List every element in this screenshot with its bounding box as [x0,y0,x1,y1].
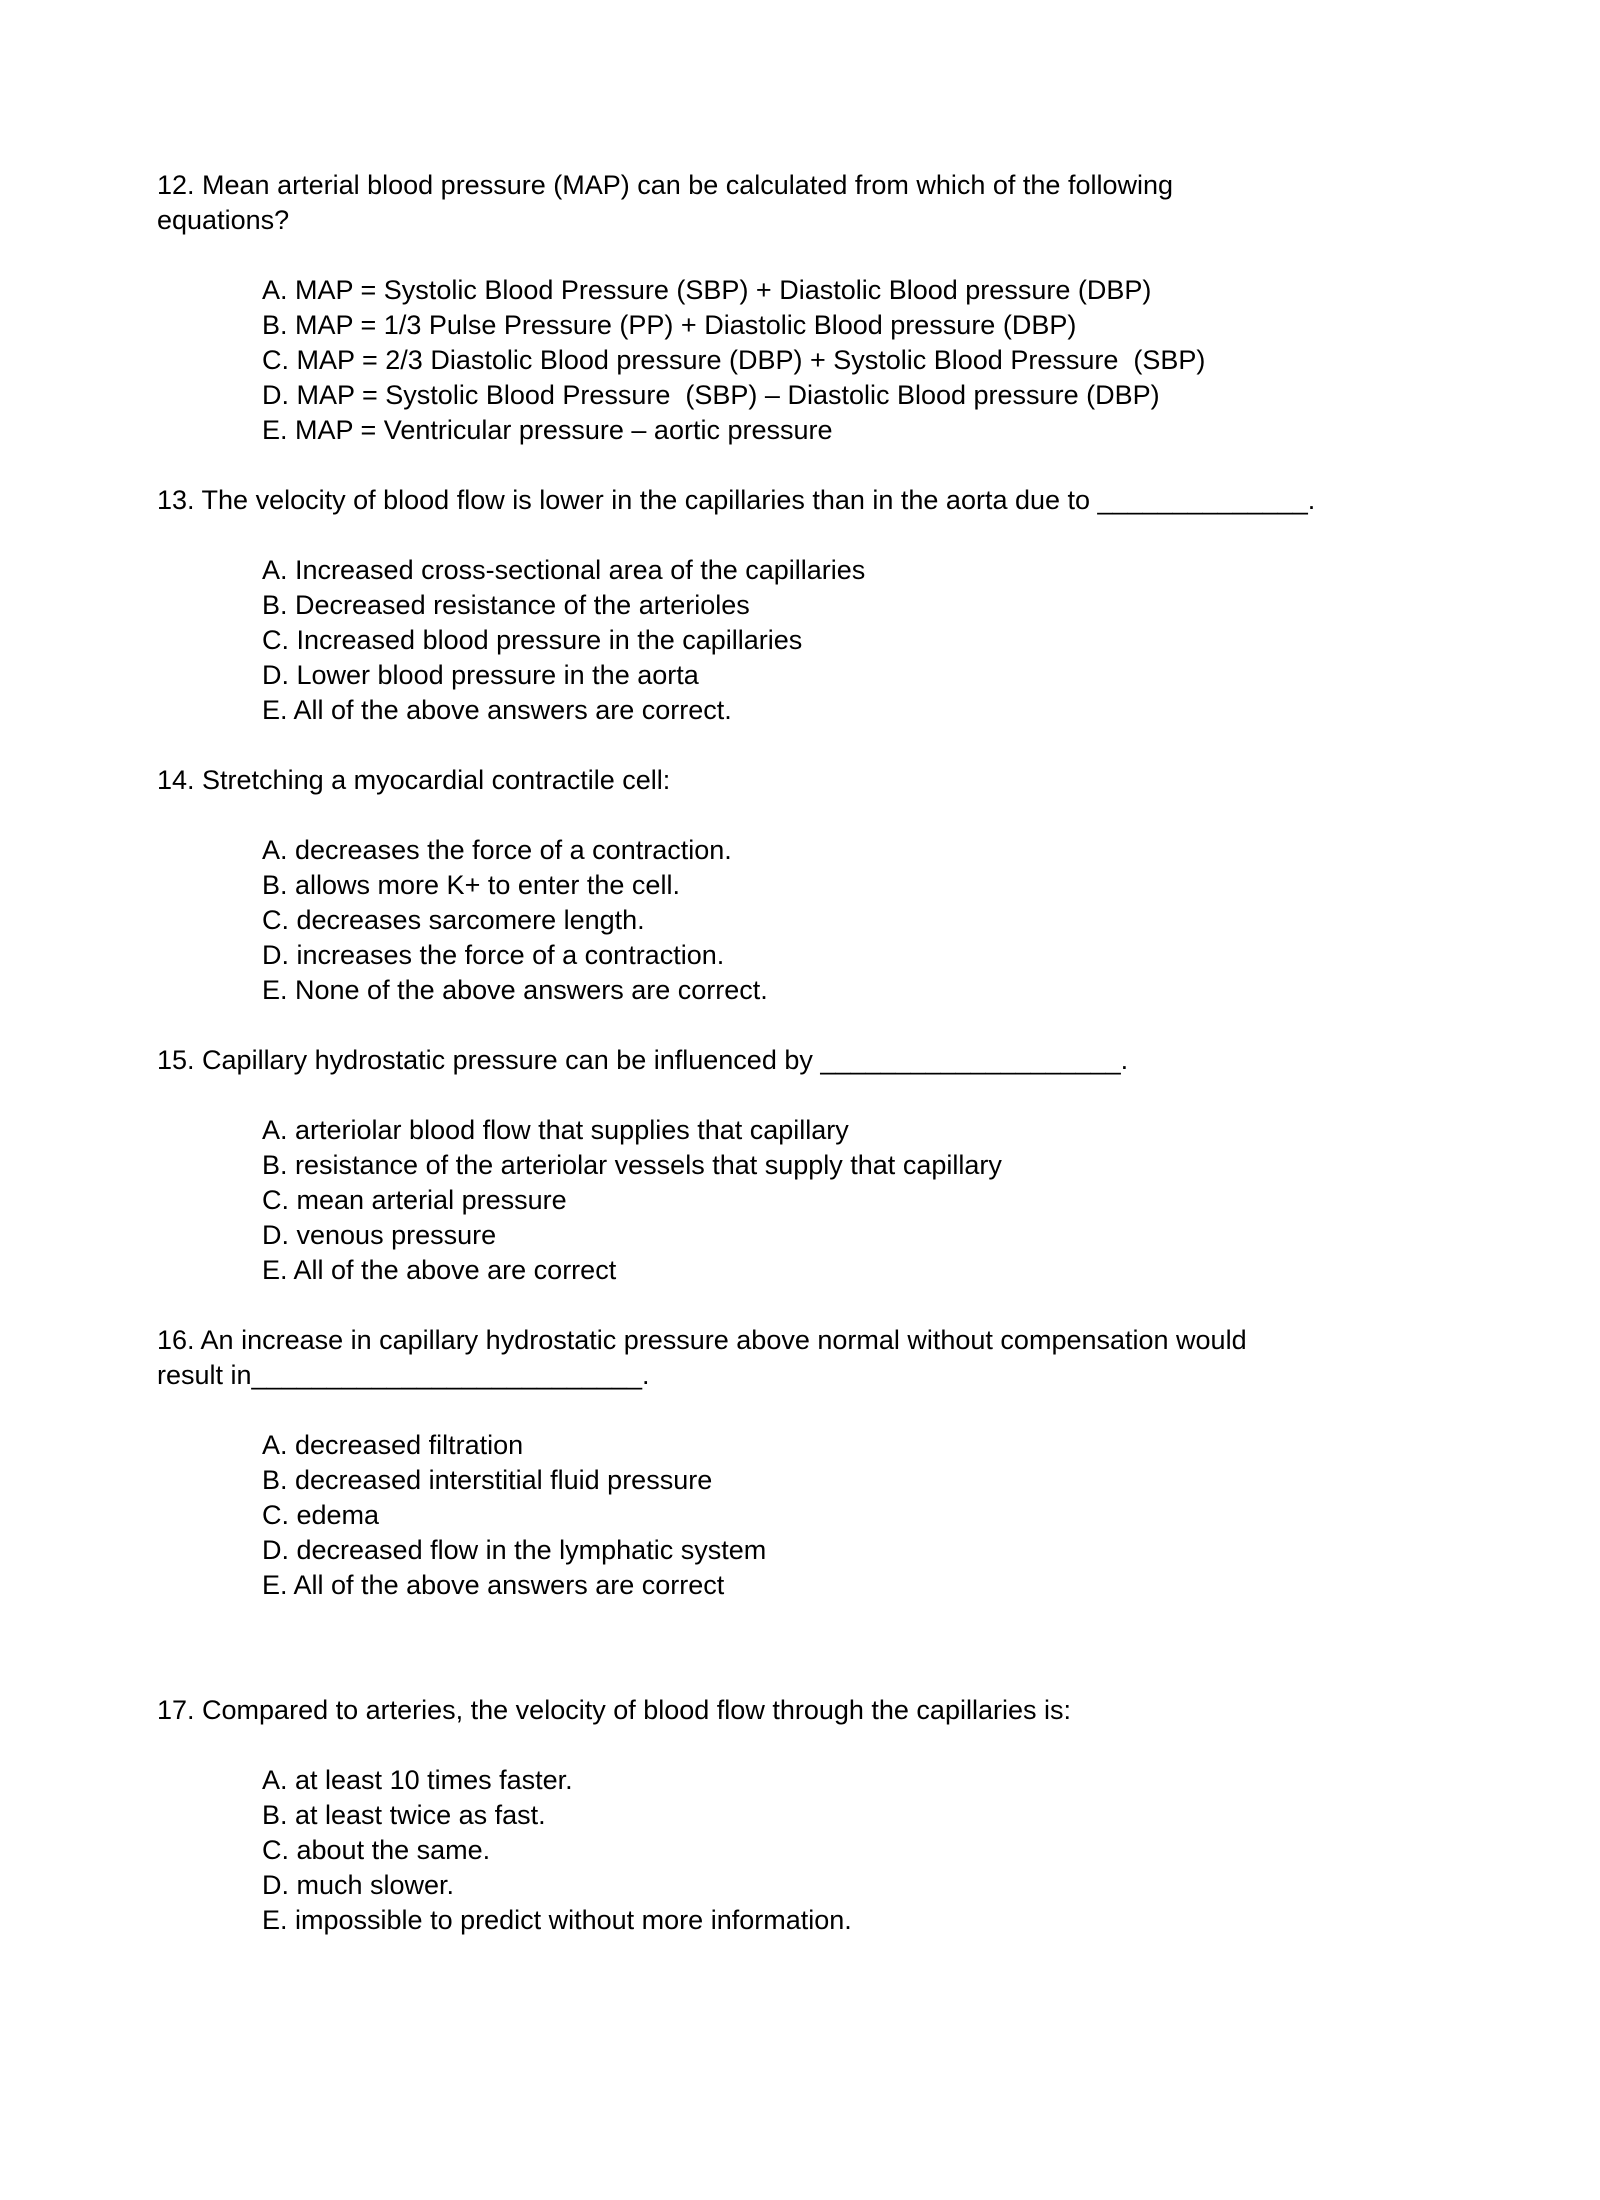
question-14-stem-line-1: 14. Stretching a myocardial contractile cell: [157,765,671,795]
question-17-option-b: B. at least twice as fast. [262,1800,546,1830]
question-17 [157,1693,1540,1938]
question-12-option-d: D. MAP = Systolic Blood Pressure (SBP) – Diastolic Blood pressure (DBP) [262,380,1160,410]
question-13-options [262,553,1540,728]
question-15-stem-line-1: 15. Capillary hydrostatic pressure can be influenced by ____________________. [157,1045,1129,1075]
question-13-stem [157,483,1540,518]
question-15-stem [157,1043,1540,1078]
question-14-stem [157,763,1540,798]
question-17-option-a: A. at least 10 times faster. [262,1765,573,1795]
question-12-options [262,273,1540,448]
question-14-option-d: D. increases the force of a contraction. [262,940,725,970]
question-15-option-d: D. venous pressure [262,1220,497,1250]
question-17-option-e: E. impossible to predict without more information. [262,1905,852,1935]
question-17-option-d: D. much slower. [262,1870,455,1900]
question-16-options [262,1428,1540,1603]
question-16-option-e: E. All of the above answers are correct [262,1570,725,1600]
question-15-options [262,1113,1540,1288]
question-14 [157,763,1540,1008]
question-14-option-e: E. None of the above answers are correct. [262,975,768,1005]
question-15 [157,1043,1540,1288]
question-16-stem-line-1: 16. An increase in capillary hydrostatic pressure above normal without compensation would [157,1325,1247,1355]
question-12-option-a: A. MAP = Systolic Blood Pressure (SBP) + Diastolic Blood pressure (DBP) [262,275,1152,305]
question-17-stem-line-1: 17. Compared to arteries, the velocity of blood flow through the capillaries is: [157,1695,1071,1725]
question-13-option-e: E. All of the above answers are correct. [262,695,732,725]
question-12-stem [157,168,1540,238]
question-12 [157,168,1540,448]
question-13 [157,483,1540,728]
question-16-stem-line-2: result in__________________________. [157,1360,650,1390]
question-16-option-a: A. decreased filtration [262,1430,524,1460]
question-12-stem-line-1: 12. Mean arterial blood pressure (MAP) can be calculated from which of the following [157,170,1174,200]
question-15-option-e: E. All of the above are correct [262,1255,617,1285]
question-13-stem-line-1: 13. The velocity of blood flow is lower in the capillaries than in the aorta due to ______________. [157,485,1316,515]
question-13-option-c: C. Increased blood pressure in the capillaries [262,625,803,655]
question-14-option-b: B. allows more K+ to enter the cell. [262,870,680,900]
question-16-stem [157,1323,1540,1393]
question-14-option-a: A. decreases the force of a contraction. [262,835,732,865]
question-16-option-c: C. edema [262,1500,380,1530]
question-16-option-d: D. decreased flow in the lymphatic system [262,1535,767,1565]
question-13-option-b: B. Decreased resistance of the arterioles [262,590,750,620]
question-12-option-c: C. MAP = 2/3 Diastolic Blood pressure (DBP) + Systolic Blood Pressure (SBP) [262,345,1206,375]
question-16 [157,1323,1540,1603]
question-17-stem [157,1693,1540,1728]
question-15-option-c: C. mean arterial pressure [262,1185,567,1215]
question-17-options [262,1763,1540,1938]
question-14-option-c: C. decreases sarcomere length. [262,905,645,935]
question-12-stem-line-2: equations? [157,205,290,235]
question-15-option-a: A. arteriolar blood flow that supplies that capillary [262,1115,849,1145]
question-15-option-b: B. resistance of the arteriolar vessels that supply that capillary [262,1150,1002,1180]
question-17-option-c: C. about the same. [262,1835,491,1865]
question-12-option-b: B. MAP = 1/3 Pulse Pressure (PP) + Diastolic Blood pressure (DBP) [262,310,1077,340]
question-13-option-a: A. Increased cross-sectional area of the capillaries [262,555,866,585]
question-16-option-b: B. decreased interstitial fluid pressure [262,1465,713,1495]
question-13-option-d: D. Lower blood pressure in the aorta [262,660,699,690]
question-14-options [262,833,1540,1008]
question-12-option-e: E. MAP = Ventricular pressure – aortic pressure [262,415,833,445]
